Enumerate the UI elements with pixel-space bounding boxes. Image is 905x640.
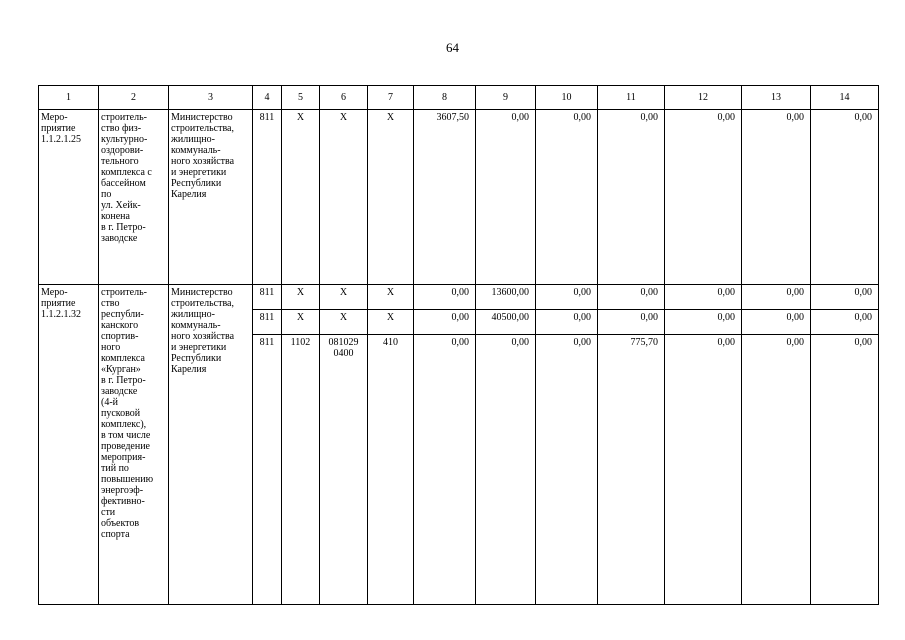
table-cell: Х [282, 310, 320, 335]
table-cell: Х [368, 285, 414, 310]
table-cell: 0,00 [598, 285, 665, 310]
header-cell: 4 [253, 86, 282, 110]
header-cell: 2 [99, 86, 169, 110]
table-cell: 811 [253, 110, 282, 285]
table-cell: 40500,00 [476, 310, 536, 335]
description-cell: строитель- ство физ- культурно- оздорови- тельного комплекса с бассейном по ул. Хейк- конена в г. Петро- заводске [99, 110, 169, 285]
header-cell: 6 [320, 86, 368, 110]
event-id-cell: Меро- приятие 1.1.2.1.32 [39, 285, 99, 605]
executor-cell: Министерство строительства, жилищно- коммуналь- ного хозяйства и энергетики Республики Карелия [169, 110, 253, 285]
table-cell: 0,00 [665, 335, 742, 605]
table-cell: 0,00 [536, 335, 598, 605]
table-cell: 0,00 [476, 110, 536, 285]
table-cell: 0,00 [414, 285, 476, 310]
header-cell: 1 [39, 86, 99, 110]
budget-table [38, 85, 879, 605]
header-cell: 12 [665, 86, 742, 110]
table-cell: 811 [253, 285, 282, 310]
header-cell: 10 [536, 86, 598, 110]
table-cell: 0,00 [742, 110, 811, 285]
page-number: 64 [446, 40, 459, 55]
table-cell: 0,00 [742, 310, 811, 335]
table-cell: 3607,50 [414, 110, 476, 285]
table-cell: 811 [253, 310, 282, 335]
header-cell: 9 [476, 86, 536, 110]
table-cell: Х [320, 285, 368, 310]
header-cell: 3 [169, 86, 253, 110]
table-cell: 0,00 [665, 285, 742, 310]
table-cell: 0,00 [414, 335, 476, 605]
table-cell: 0,00 [665, 110, 742, 285]
table-row [39, 110, 879, 285]
table-row [39, 285, 879, 310]
table-cell: 811 [253, 335, 282, 605]
header-cell: 11 [598, 86, 665, 110]
header-cell: 13 [742, 86, 811, 110]
header-cell: 7 [368, 86, 414, 110]
table-cell: 0,00 [536, 310, 598, 335]
table-cell: 0,00 [811, 110, 879, 285]
table-cell: 0,00 [536, 285, 598, 310]
table-cell: 0,00 [811, 285, 879, 310]
event-id-cell: Меро- приятие 1.1.2.1.25 [39, 110, 99, 285]
table-cell: 1102 [282, 335, 320, 605]
table-cell: 0,00 [742, 285, 811, 310]
table-cell: Х [368, 110, 414, 285]
table-cell: 0,00 [414, 310, 476, 335]
header-cell: 5 [282, 86, 320, 110]
description-cell: строитель- ство республи- канского спортив- ного комплекса «Курган» в г. Петро- заводске (4-й пусковой комплекс), в том числе проведение мероприя- тий по повышению энергоэф- фективно- сти объектов спорта [99, 285, 169, 605]
header-row [39, 86, 879, 110]
table-cell: Х [320, 310, 368, 335]
table-cell: 0,00 [476, 335, 536, 605]
table-cell: Х [368, 310, 414, 335]
header-cell: 14 [811, 86, 879, 110]
table-cell: Х [282, 285, 320, 310]
table-cell: 13600,00 [476, 285, 536, 310]
table-cell: 0,00 [811, 310, 879, 335]
table-cell: 0,00 [598, 310, 665, 335]
table-cell: Х [282, 110, 320, 285]
table-cell: 0,00 [811, 335, 879, 605]
executor-cell: Министерство строительства, жилищно- коммуналь- ного хозяйства и энергетики Республики Карелия [169, 285, 253, 605]
table-cell: 0,00 [665, 310, 742, 335]
table-cell: 410 [368, 335, 414, 605]
table-cell: 081029 0400 [320, 335, 368, 605]
table-cell: 0,00 [536, 110, 598, 285]
table-cell: 0,00 [742, 335, 811, 605]
table-cell: 0,00 [598, 110, 665, 285]
table-cell: 775,70 [598, 335, 665, 605]
header-cell: 8 [414, 86, 476, 110]
table-cell: Х [320, 110, 368, 285]
